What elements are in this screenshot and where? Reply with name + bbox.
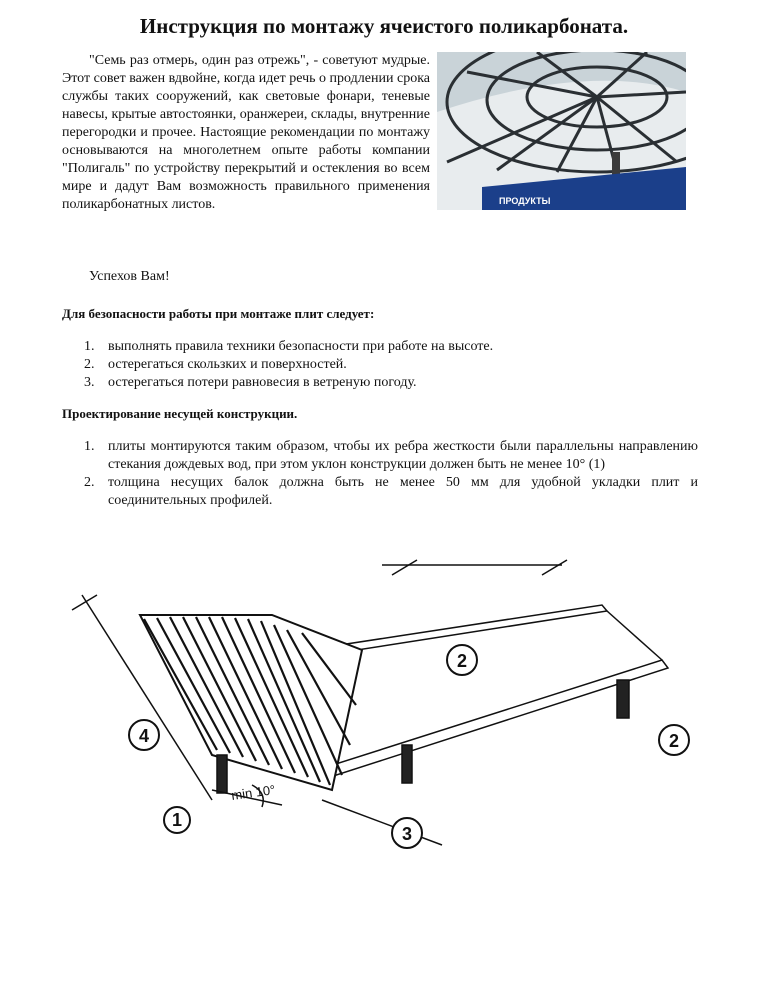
mounting-diagram [62,545,702,855]
list-item: 2. толщина несущих балок должна быть не менее 50 мм для удобной укладки плит и соединительных профилей. [84,475,698,508]
list-item: 2. остерегаться скользких и поверхностей. [84,357,347,372]
intro-paragraph [62,52,430,214]
design-heading: Проектирование несущей конструкции. [62,406,298,421]
photo-sign: ПРОДУКТЫ [499,196,551,206]
page-title: Инструкция по монтажу ячеистого поликарбоната. [139,14,629,38]
design-list [62,438,698,510]
good-luck-text: Успехов Вам! [89,269,170,284]
safety-list [62,338,698,392]
list-item: 1. выполнять правила техники безопасности при работе на высоте. [84,339,494,354]
label-2: 2 [456,651,468,671]
angle-label: min 10° [230,781,277,803]
label-4: 4 [138,726,150,746]
list-item: 3. остерегаться потери равновесия в ветреную погоду. [84,375,417,390]
label-3: 3 [401,824,413,844]
safety-heading: Для безопасности работы при монтаже плит следует: [62,306,375,321]
label-2-side: 2 [668,731,680,751]
list-item: 1. плиты монтируются таким образом, чтобы их ребра жесткости были параллельны направлению стекания дождевых вод, при этом уклон конструкции должен быть не менее 10° (1) [84,439,698,472]
label-1: 1 [171,810,183,830]
intro-text: "Семь раз отмерь, один раз отрежь", - советуют мудрые. Этот совет важен вдвойне, когда идет речь о продлении срока службы таких сооружений, как световые фонари, теневые навесы, крытые автостоянки, оранжереи, склады, внутренние перегородки и прочее. Настоящие рекомендации по монтажу основываются на многолетнем опыте работы компании "Полигаль" по устройству перекрытий и остекления во всем мире и дадут Вам возможность правильного применения поликарбонатных листов. [62,53,430,212]
canopy-photo [437,52,686,210]
